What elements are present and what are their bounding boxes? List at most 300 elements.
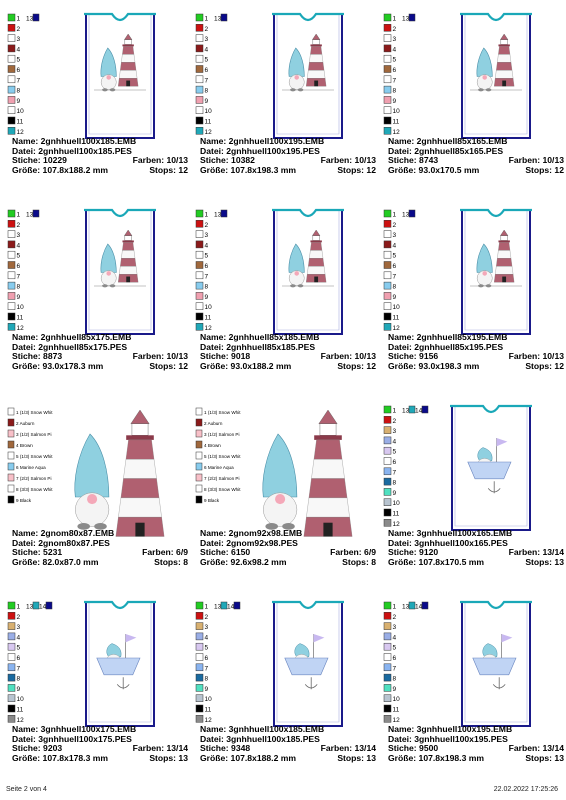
color-swatch [196,452,202,459]
design-size: Größe: 93.0x188.2 mm [200,360,292,371]
swatch-number: 3 [392,624,397,632]
swatch-number: 7 [16,273,21,281]
legend-label: 5 (1/3) Snow Whit [204,454,241,459]
swatch-number: 1 [16,211,21,219]
stop-count: Stops: 12 [149,164,188,175]
stop-count: Stops: 12 [525,164,564,175]
legend-label: 7 (2/2) Salmon Pi [16,476,52,481]
swatch-number: 4 [392,634,397,642]
lighthouse-stripe [122,46,134,54]
color-swatch [196,633,203,640]
page-number: Seite 2 von 4 [6,786,47,793]
design-preview [192,12,380,150]
gnome-lighthouse-motif [470,230,522,287]
swatch-number: 2 [204,25,209,33]
color-swatch [196,664,203,671]
design-preview [380,208,566,346]
design-card [192,588,380,784]
lighthouse-lantern [313,40,320,45]
color-swatch [196,715,203,722]
swatch-number: 6 [392,655,397,662]
design-preview [192,208,380,346]
swatch-number: 12 [204,128,212,136]
lighthouse-stripe [498,46,510,54]
color-swatch [384,416,391,423]
color-swatch [384,24,391,31]
color-count: Farben: 10/13 [508,351,564,362]
lighthouse-door [126,81,130,87]
color-swatch [8,623,15,630]
color-swatch [196,55,203,62]
color-swatch [196,496,202,503]
design-preview [380,404,566,542]
swatch-number: 1 [392,603,397,611]
color-swatch [8,45,15,52]
color-swatch [196,674,203,681]
lighthouse-stripe [307,70,325,78]
color-swatch [8,35,15,42]
color-swatch [384,86,391,93]
design-name: Name: 2gnom92x98.EMB [200,528,303,538]
lighthouse-door [314,277,318,283]
color-swatch [8,463,14,470]
design-info [12,529,188,567]
gnome-lighthouse-motif [282,230,334,287]
color-count: Farben: 13/14 [508,743,564,754]
swatch-number: 14 [39,603,47,611]
swatch-number: 13 [214,603,222,611]
lighthouse-door [314,81,318,87]
lighthouse-stripe [307,266,325,274]
lighthouse-stripe [120,62,136,70]
color-swatch [196,654,203,661]
boat-flag [126,634,137,642]
gnome-nose [482,75,487,80]
design-info [388,725,564,763]
swatch-number: 6 [16,655,21,662]
stop-count: Stops: 13 [337,752,376,763]
design-info [200,333,376,371]
swatch-number: 3 [16,36,21,44]
lighthouse-gallery [498,240,509,242]
swatch-number: 10 [392,500,400,508]
swatch-number: 2 [204,221,209,229]
swatch-number: 4 [204,634,209,642]
color-swatch [221,210,227,217]
design-file: Datei: 2gnhhuell100x185.PES [12,145,132,156]
design-info [12,137,188,175]
color-swatch [384,705,391,712]
color-swatch [196,241,203,248]
stop-count: Stops: 13 [525,556,564,567]
stitch-count: Stiche: 9018 [200,351,251,362]
design-file: Datei: 2gnhhuell100x195.PES [200,145,320,156]
color-swatch [196,66,203,73]
swatch-number: 1 [204,603,209,611]
lighthouse-stripe [497,54,511,62]
swatch-number: 4 [16,634,21,642]
color-swatch [422,406,428,413]
swatch-number: 8 [204,87,209,95]
color-swatch [384,684,391,691]
lighthouse-gallery [314,435,342,440]
color-swatch [196,643,203,650]
lighthouse-gallery [126,435,154,440]
swatch-number: 7 [16,665,21,673]
color-swatch [384,210,391,217]
design-info [200,725,376,763]
color-swatch [384,437,391,444]
design-name: Name: 2gnom80x87.EMB [12,528,115,538]
color-swatch [384,251,391,258]
swatch-number: 3 [16,624,21,632]
design-file: Datei: 2gnhhuell85x195.PES [388,341,504,352]
gnome-hat [263,434,297,497]
stitch-count: Stiche: 10229 [12,155,67,166]
swatch-number: 5 [16,644,21,652]
design-size: Größe: 93.0x198.3 mm [388,360,480,371]
stop-count: Stops: 13 [525,752,564,763]
swatch-number: 3 [204,232,209,240]
gnome-nose [106,271,111,276]
color-swatch [46,602,52,609]
swatch-number: 1 [16,603,21,611]
swatch-number: 8 [392,87,397,95]
color-swatch [8,705,15,712]
lighthouse-stripe [310,46,322,54]
stop-count: Stops: 12 [337,164,376,175]
gnome-lighthouse-motif [470,34,522,91]
swatch-number: 8 [16,283,21,291]
color-swatch [8,24,15,31]
color-count: Farben: 10/13 [320,155,376,166]
lighthouse-stripe [118,498,161,517]
gnome-hat [289,244,304,273]
color-swatch [8,272,15,279]
color-swatch [8,303,15,310]
lighthouse-gallery [498,44,509,46]
color-swatch [196,86,203,93]
color-swatch [196,474,202,481]
color-count: Farben: 10/13 [320,351,376,362]
pouch-flap [84,210,156,216]
gnome-nose [87,494,97,504]
color-swatch [196,262,203,269]
lighthouse-stripe [126,440,154,459]
lighthouse-door [126,277,130,283]
swatch-number: 10 [204,108,212,116]
swatch-number: 11 [16,314,24,322]
color-swatch [8,612,15,619]
color-swatch [384,231,391,238]
swatch-number: 12 [16,716,24,724]
gnome-lighthouse-motif [94,230,146,287]
boat-flag [314,634,325,642]
paper-boat [97,658,140,675]
color-swatch [196,251,203,258]
color-swatch [196,14,203,21]
color-swatch [196,24,203,31]
design-size: Größe: 107.8x198.3 mm [388,752,485,763]
swatch-number: 10 [16,696,24,704]
color-swatch [384,695,391,702]
swatch-number: 13 [26,211,34,219]
lighthouse-lantern [132,424,148,436]
gnome-lighthouse-motif [282,34,334,91]
color-swatch [8,654,15,661]
anchor-icon [305,677,317,689]
design-name: Name: 3gnhhuell100x185.EMB [200,724,325,734]
legend-label: 1 (1/3) Snow Whit [204,410,241,415]
design-info [12,725,188,763]
swatch-number: 6 [392,263,397,270]
color-swatch [384,35,391,42]
lighthouse-lantern [313,236,320,241]
legend-label: 5 (1/3) Snow Whit [16,454,53,459]
lighthouse-roof [312,230,320,236]
design-size: Größe: 107.8x178.3 mm [12,752,109,763]
color-swatch [8,441,14,448]
gnome-boat-motif [285,634,328,689]
pouch-flap [450,406,532,412]
swatch-number: 13 [214,211,222,219]
design-file: Datei: 2gnom92x98.PES [200,537,298,548]
stop-count: Stops: 12 [337,360,376,371]
gnome-hat [75,434,109,497]
pouch-flap [460,210,532,216]
design-info [200,529,376,567]
color-swatch [384,478,391,485]
color-swatch [196,430,202,437]
design-size: Größe: 82.0x87.0 mm [12,556,99,567]
gnome-hat [289,48,304,77]
swatch-number: 3 [204,36,209,44]
design-card [380,0,566,196]
color-swatch [33,210,39,217]
swatch-number: 4 [16,242,21,250]
lighthouse-gallery [122,44,133,46]
design-card [192,392,380,588]
color-swatch [8,210,15,217]
color-swatch [8,674,15,681]
legend-label: 6 Marine Aqua [16,465,46,470]
swatch-number: 6 [204,263,209,270]
swatch-number: 13 [214,15,222,23]
color-swatch [8,323,15,330]
lighthouse-stripe [120,258,136,266]
color-swatch [384,127,391,134]
swatch-number: 12 [16,128,24,136]
gnome-nose [482,271,487,276]
color-swatch [8,241,15,248]
swatch-number: 14 [415,407,423,415]
swatch-number: 2 [16,221,21,229]
lighthouse-stripe [308,258,324,266]
pouch-flap [84,602,156,608]
swatch-number: 6 [16,263,21,270]
swatch-number: 7 [392,469,397,477]
legend-label: 4 Brown [16,443,33,448]
color-swatch [384,499,391,506]
color-swatch [196,485,202,492]
lighthouse-stripe [121,250,135,258]
swatch-number: 13 [26,603,34,611]
color-swatch [384,45,391,52]
swatch-number: 5 [392,644,397,652]
swatch-number: 14 [227,603,235,611]
color-swatch [8,485,14,492]
color-swatch [384,303,391,310]
swatch-number: 7 [392,273,397,281]
swatch-number: 11 [392,118,400,126]
color-swatch [8,419,14,426]
swatch-number: 9 [392,97,397,105]
color-swatch [8,695,15,702]
design-preview [4,404,192,542]
paper-boat [285,658,328,675]
design-preview [4,600,192,738]
color-swatch [384,458,391,465]
swatch-number: 2 [204,613,209,621]
swatch-number: 7 [204,665,209,673]
color-swatch [384,241,391,248]
color-swatch [196,705,203,712]
legend-label: 9 Black [204,498,220,503]
color-swatch [196,117,203,124]
gnome-boat-motif [97,634,140,689]
color-swatch [384,509,391,516]
color-swatch [8,96,15,103]
lighthouse-stripe [121,479,159,498]
gnome-lighthouse-motif [263,410,352,537]
color-swatch [422,602,428,609]
design-file: Datei: 3gnhhuell100x195.PES [388,733,508,744]
color-swatch [196,612,203,619]
color-swatch [8,474,14,481]
color-swatch [384,117,391,124]
stop-count: Stops: 12 [525,360,564,371]
color-swatch [384,323,391,330]
stitch-count: Stiche: 10382 [200,155,255,166]
swatch-number: 2 [392,25,397,33]
color-swatch [196,292,203,299]
color-swatch [196,684,203,691]
color-swatch [196,45,203,52]
lighthouse-stripe [308,62,324,70]
swatch-number: 6 [392,459,397,466]
swatch-number: 9 [204,97,209,105]
paper-boat [468,462,511,479]
pouch-flap [84,14,156,20]
swatch-number: 11 [204,314,212,322]
lighthouse-gallery [122,240,133,242]
swatch-number: 8 [16,675,21,683]
legend-label: 9 Black [16,498,32,503]
swatch-number: 10 [204,304,212,312]
lighthouse-stripe [119,266,137,274]
color-swatch [8,107,15,114]
color-swatch [196,272,203,279]
lighthouse-lantern [125,236,132,241]
color-swatch [8,430,14,437]
lighthouse-stripe [314,440,342,459]
color-swatch [8,231,15,238]
color-swatch [196,127,203,134]
color-count: Farben: 13/14 [320,743,376,754]
swatch-number: 3 [392,36,397,44]
design-name: Name: 3gnhhuell100x165.EMB [388,528,513,538]
lighthouse-roof [124,34,132,40]
lighthouse-gallery [310,44,321,46]
color-swatch [8,55,15,62]
design-name: Name: 2gnhhuell100x185.EMB [12,136,137,146]
lighthouse-stripe [311,459,344,478]
design-preview [192,600,380,738]
pouch-flap [272,602,344,608]
swatch-number: 9 [392,489,397,497]
lighthouse-lantern [125,40,132,45]
swatch-number: 14 [415,603,423,611]
swatch-number: 4 [392,46,397,54]
swatch-number: 11 [204,706,212,714]
swatch-number: 7 [392,77,397,85]
design-size: Größe: 107.8x198.3 mm [200,164,297,175]
color-swatch [8,282,15,289]
swatch-number: 4 [204,242,209,250]
design-card [380,196,566,392]
color-swatch [196,107,203,114]
design-name: Name: 2gnhhuell85x165.EMB [388,136,508,146]
anchor-icon [493,677,505,689]
color-swatch [196,408,202,415]
stop-count: Stops: 8 [154,556,188,567]
color-swatch [196,419,202,426]
color-swatch [8,643,15,650]
swatch-number: 4 [392,438,397,446]
color-swatch [384,262,391,269]
stitch-count: Stiche: 9203 [12,743,63,754]
lighthouse-stripe [495,70,513,78]
color-swatch [8,408,14,415]
stitch-count: Stiche: 9120 [388,547,439,558]
swatch-number: 12 [392,716,400,724]
color-swatch [384,623,391,630]
design-card [192,196,380,392]
design-size: Größe: 107.8x188.2 mm [200,752,297,763]
legend-label: 8 (3/3) Snow Whit [16,487,53,492]
swatch-number: 3 [204,624,209,632]
gnome-boat-motif [468,438,511,493]
color-swatch [384,96,391,103]
color-swatch [384,488,391,495]
gnome-boat-motif [473,634,516,689]
color-swatch [384,447,391,454]
stitch-count: Stiche: 5231 [12,547,63,558]
color-count: Farben: 10/13 [508,155,564,166]
color-swatch [8,496,14,503]
stitch-count: Stiche: 9348 [200,743,251,754]
legend-label: 2 Auburn [16,421,35,426]
swatch-number: 7 [204,273,209,281]
swatch-number: 13 [402,603,410,611]
lighthouse-lantern [501,236,508,241]
color-swatch [196,602,203,609]
swatch-number: 9 [16,685,21,693]
swatch-number: 2 [392,221,397,229]
color-swatch [8,292,15,299]
swatch-number: 2 [392,417,397,425]
color-count: Farben: 10/13 [132,155,188,166]
